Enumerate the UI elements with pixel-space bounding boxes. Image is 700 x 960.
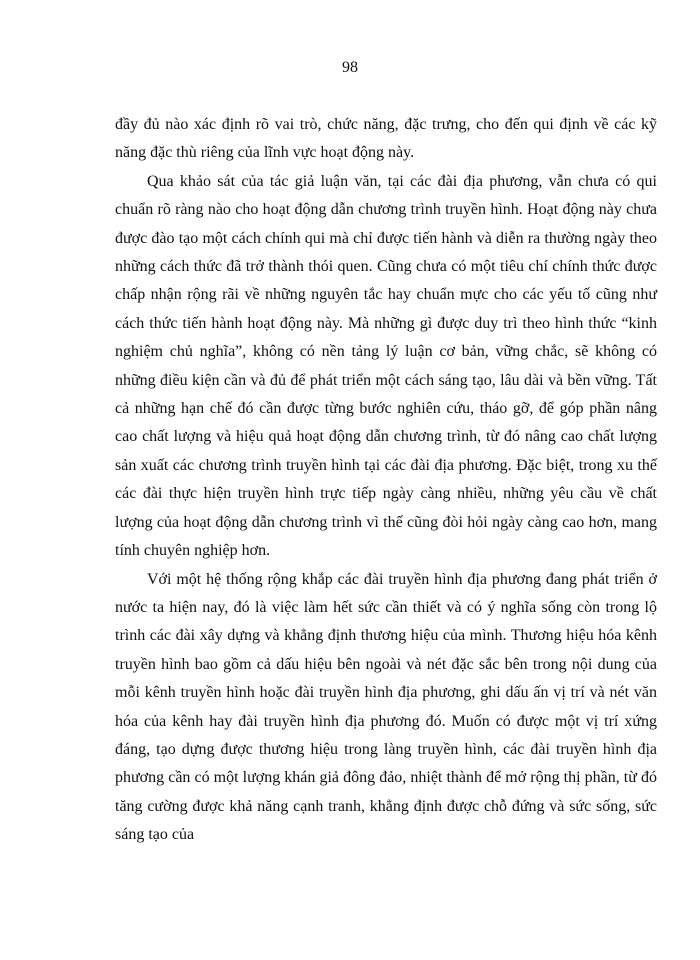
page-number: 98 xyxy=(342,59,358,76)
paragraph-continuation: đầy đủ nào xác định rõ vai trò, chức năng, đặc trưng, cho đến qui định về các kỹ năng đặc thù riêng của lĩnh vực hoạt động này. xyxy=(115,116,657,162)
body-text xyxy=(115,111,657,850)
paragraph-survey-findings: Qua khảo sát của tác giả luận văn, tại các đài địa phương, vẫn chưa có qui chuẩn rõ ràng nào cho hoạt động dẫn chương trình truyền hình. Hoạt động này chưa được đào tạo một cách chính qui mà chỉ được tiến hành và diễn ra thường ngày theo những cách thức đã trở thành thói quen. Cũng chưa có một tiêu chí chính thức được chấp nhận rộng rãi về những nguyên tắc hay chuẩn mực cho các yếu tố cũng như cách thức tiến hành hoạt động này. Mà những gì được duy trì theo hình thức “kinh nghiệm chủ nghĩa”, không có nền tảng lý luận cơ bản, vững chắc, sẽ không có những điều kiện cần và đủ để phát triển một cách sáng tạo, lâu dài và bền vững. Tất cả những hạn chế đó cần được từng bước nghiên cứu, tháo gỡ, để góp phần nâng cao chất lượng và hiệu quả hoạt động dẫn chương trình, từ đó nâng cao chất lượng sản xuất các chương trình truyền hình tại các đài địa phương. Đặc biệt, trong xu thế các đài thực hiện truyền hình trực tiếp ngày càng nhiều, những yêu cầu về chất lượng của hoạt động dẫn chương trình vì thế cũng đòi hỏi ngày càng cao hơn, mang tính chuyên nghiệp hơn. xyxy=(115,172,657,560)
paragraph-branding: Với một hệ thống rộng khắp các đài truyền hình địa phương đang phát triển ở nước ta hiện nay, đó là việc làm hết sức cần thiết và có ý nghĩa sống còn trong lộ trình các đài xây dựng và khẳng định thương hiệu của mình. Thương hiệu hóa kênh truyền hình bao gồm cả dấu hiệu bên ngoài và nét đặc sắc bên trong nội dung của mỗi kênh truyền hình hoặc đài truyền hình địa phương, ghi dấu ấn vị trí và nét văn hóa của kênh hay đài truyền hình địa phương đó. Muốn có được một vị trí xứng đáng, tạo dựng được thương hiệu trong làng truyền hình, các đài truyền hình địa phương cần có một lượng khán giả đông đảo, nhiệt thành để mở rộng thị phần, từ đó tăng cường được khả năng cạnh tranh, khẳng định được chỗ đứng và sức sống, sức sáng tạo của xyxy=(115,570,657,844)
